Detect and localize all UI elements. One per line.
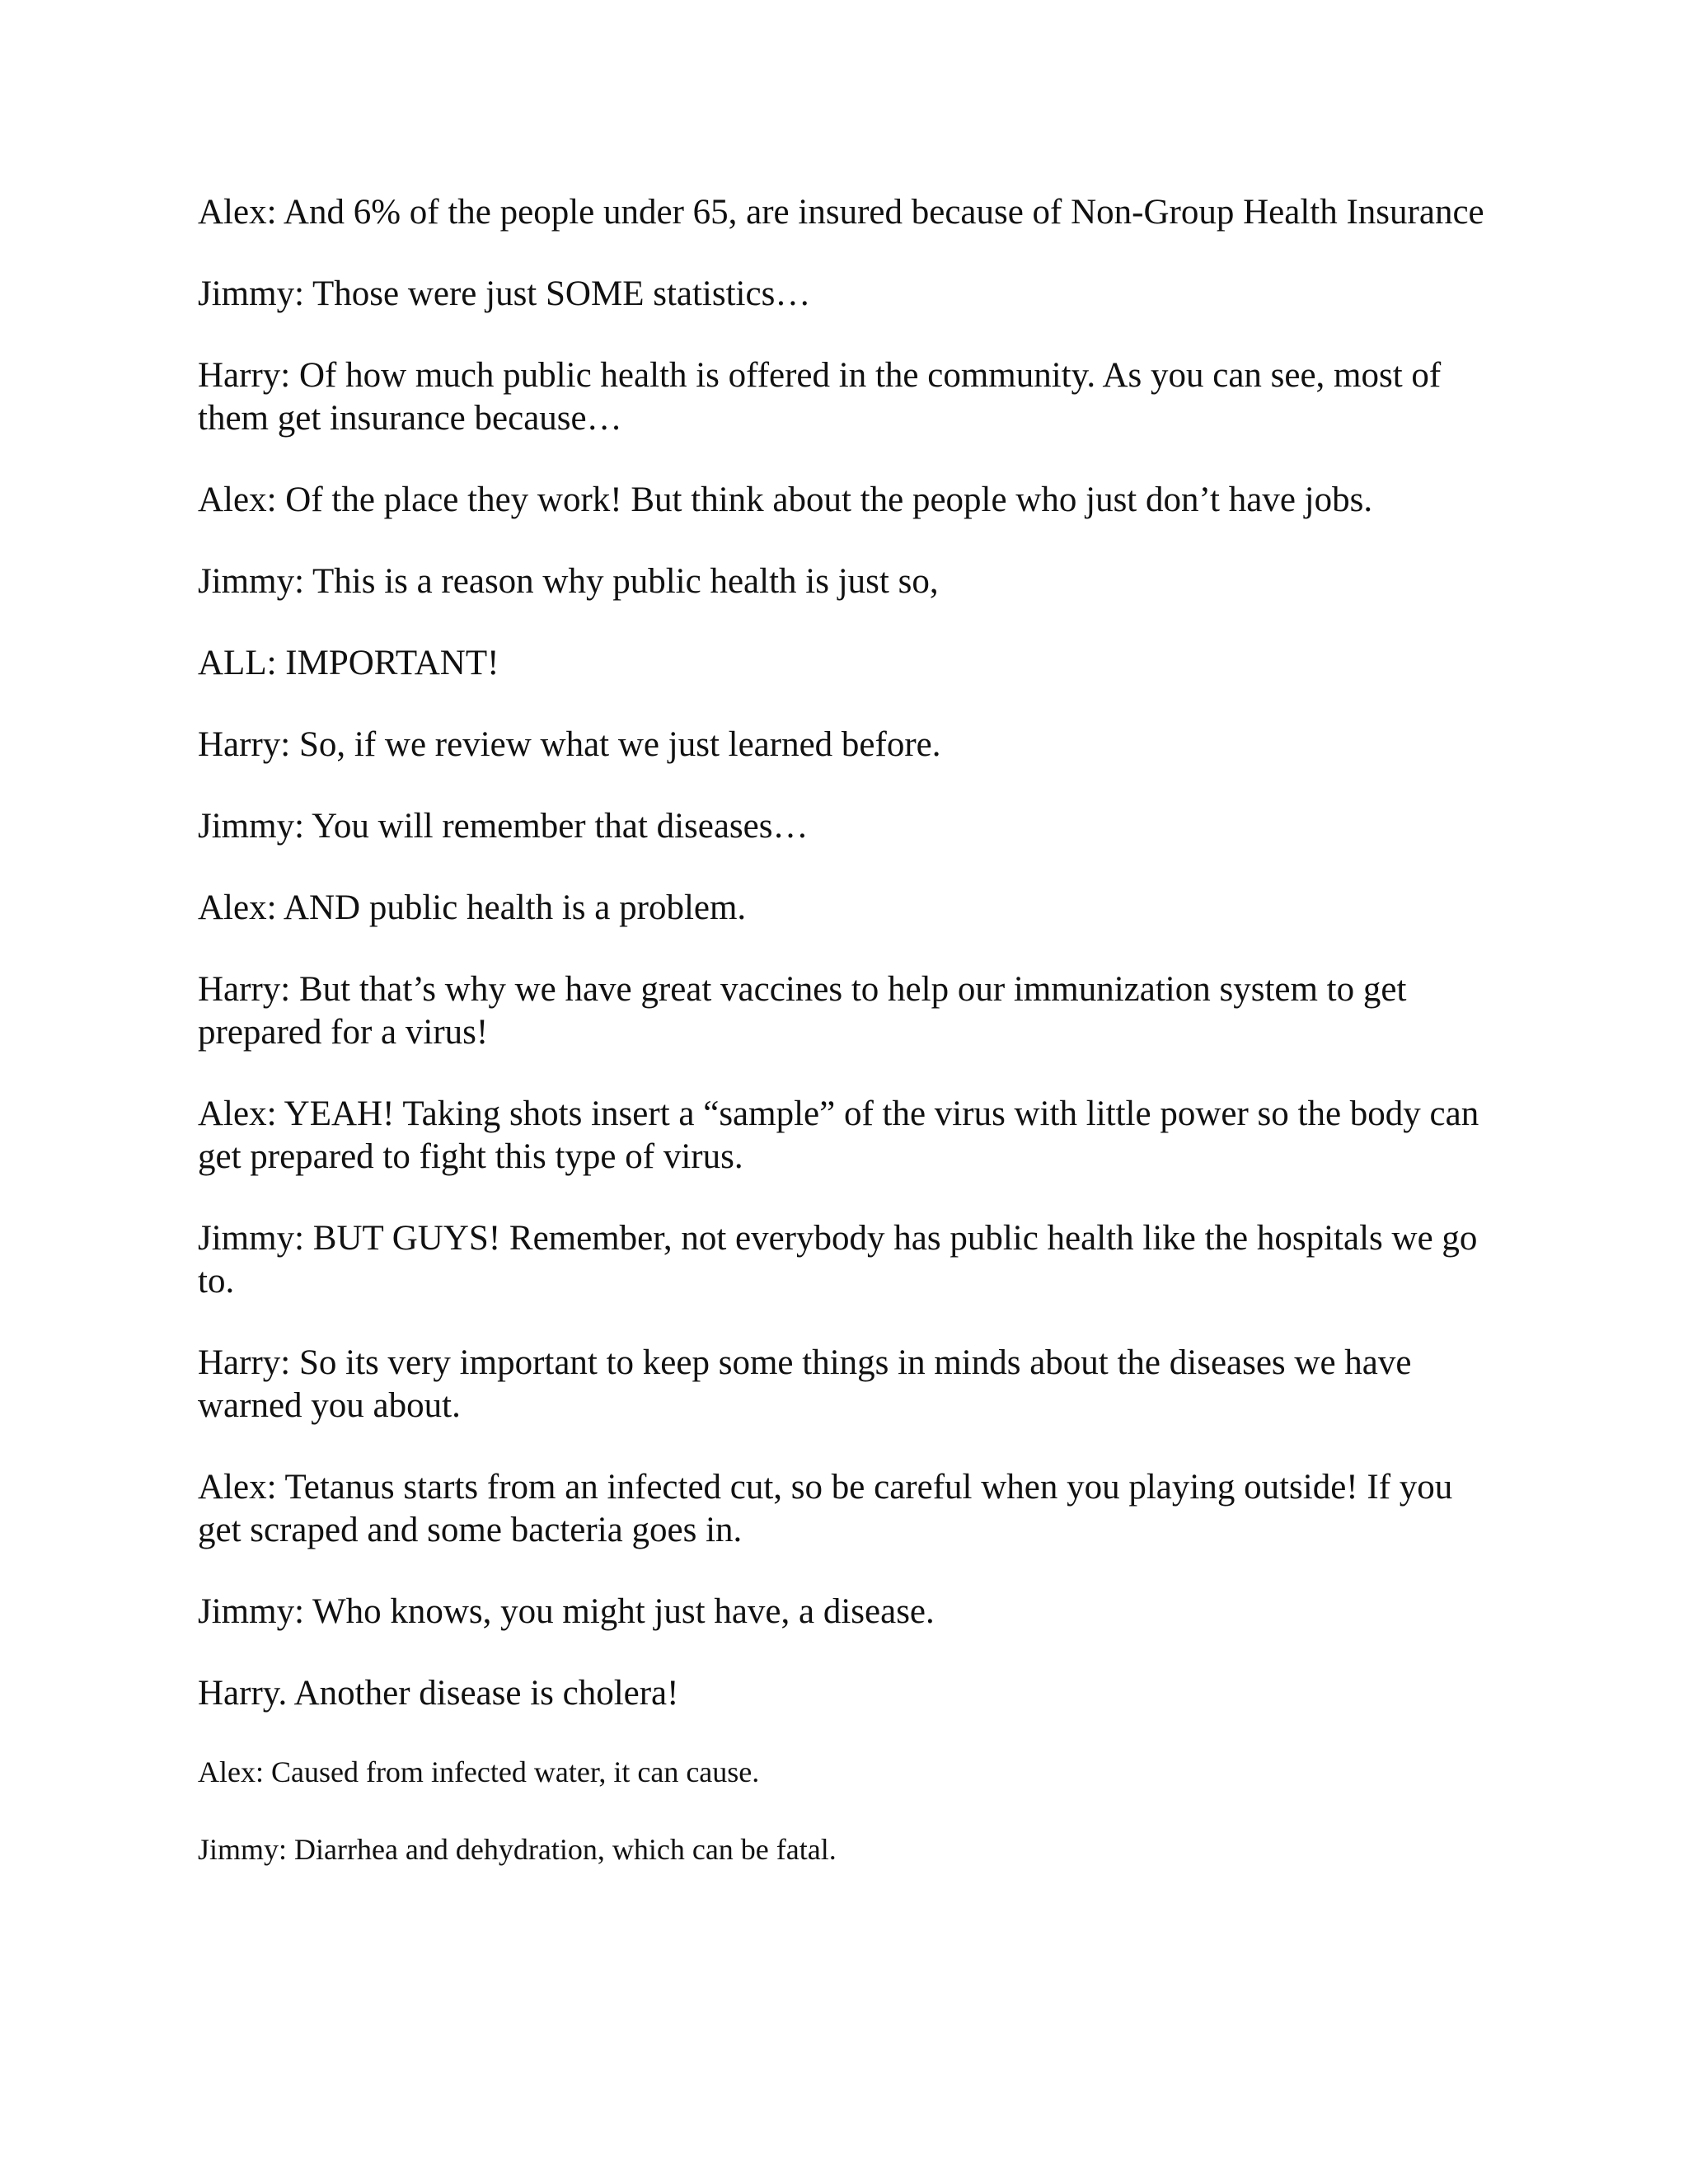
dialogue-line: Alex: Tetanus starts from an infected cut, so be careful when you playing outside! If you get scraped and some bacteria goes in. [198, 1468, 1453, 1549]
dialogue-line: Harry: But that’s why we have great vaccines to help our immunization system to get prepared for a virus! [198, 970, 1407, 1052]
dialogue-line: Jimmy: Who knows, you might just have, a disease. [198, 1592, 935, 1631]
script-body [198, 191, 1500, 1909]
dialogue-line: Alex: And 6% of the people under 65, are insured because of Non-Group Health Insurance [198, 193, 1484, 232]
dialogue-line: Harry: So its very important to keep some things in minds about the diseases we have warned you about. [198, 1343, 1412, 1425]
dialogue-line: Jimmy: Diarrhea and dehydration, which can be fatal. [198, 1833, 837, 1866]
dialogue-line: Alex: AND public health is a problem. [198, 888, 747, 927]
dialogue-line: Alex: Caused from infected water, it can cause. [198, 1755, 760, 1788]
dialogue-line: Jimmy: BUT GUYS! Remember, not everybody has public health like the hospitals we go to. [198, 1219, 1478, 1301]
dialogue-line: Jimmy: You will remember that diseases… [198, 807, 809, 846]
dialogue-line: Jimmy: Those were just SOME statistics… [198, 274, 811, 313]
dialogue-line: Alex: YEAH! Taking shots insert a “sample” of the virus with little power so the body can get prepared to fight this type of virus. [198, 1094, 1479, 1176]
dialogue-line: ALL: IMPORTANT! [198, 644, 499, 682]
dialogue-line: Jimmy: This is a reason why public health is just so, [198, 562, 939, 601]
dialogue-line: Harry. Another disease is cholera! [198, 1674, 679, 1713]
dialogue-line: Harry: Of how much public health is offered in the community. As you can see, most of them get insurance because… [198, 356, 1442, 438]
dialogue-line: Alex: Of the place they work! But think about the people who just don’t have jobs. [198, 480, 1373, 519]
dialogue-line: Harry: So, if we review what we just learned before. [198, 725, 941, 764]
